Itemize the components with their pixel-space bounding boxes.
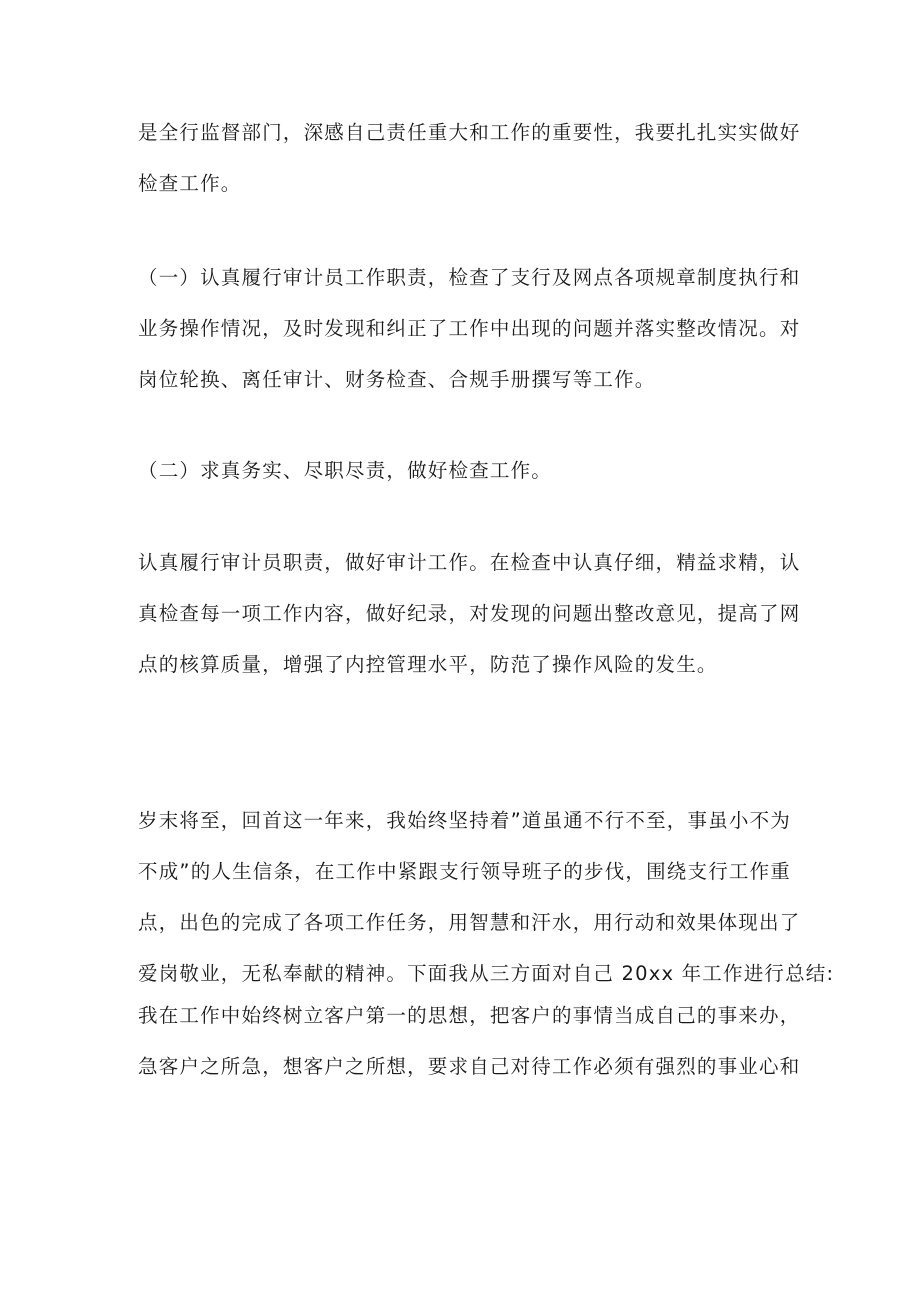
paragraph-item-two [138,445,786,496]
text-line: 急客户之所急，想客户之所想，要求自己对待工作必须有强烈的事业心和 [138,1055,801,1078]
text-line: 我在工作中始终树立客户第一的思想，把客户的事情当成自己的事来办， [138,1004,801,1027]
text-line: 岗位轮换、离任审计、财务检查、合规手册撰写等工作。 [138,368,656,391]
paragraph-item-one [138,252,801,405]
paragraph-customer-first [138,990,801,1092]
text-line: （二）求真务实、尽职尽责，做好检查工作。 [138,459,553,482]
text-line: 认真履行审计员职责，做好审计工作。在检查中认真仔细，精益求精，认 [138,551,801,574]
text-line: 是全行监督部门，深感自己责任重大和工作的重要性，我要扎扎实实做好 [138,121,801,144]
text-line: 岁末将至，回首这一年来，我始终坚持着”道虽通不行不至，事虽小不为 [138,809,792,832]
text-line: 检查工作。 [138,172,242,195]
paragraph-year-end [138,795,835,999]
text-line: 爱岗敬业，无私奉献的精神。下面我从三方面对自己 20xx 年工作进行总结: [138,962,835,985]
paragraph-supervision [138,107,801,209]
text-line: 点，出色的完成了各项工作任务，用智慧和汗水，用行动和效果体现出了 [138,911,801,934]
paragraph-audit-duty [138,537,801,690]
text-line: 点的核算质量，增强了内控管理水平，防范了操作风险的发生。 [138,653,718,676]
text-line: （一）认真履行审计员工作职责，检查了支行及网点各项规章制度执行和 [138,266,801,289]
text-line: 业务操作情况，及时发现和纠正了工作中出现的问题并落实整改情况。对 [138,317,801,340]
text-line: 真检查每一项工作内容，做好纪录，对发现的问题出整改意见，提高了网 [138,602,801,625]
text-line: 不成”的人生信条，在工作中紧跟支行领导班子的步伐，围绕支行工作重 [138,860,792,883]
